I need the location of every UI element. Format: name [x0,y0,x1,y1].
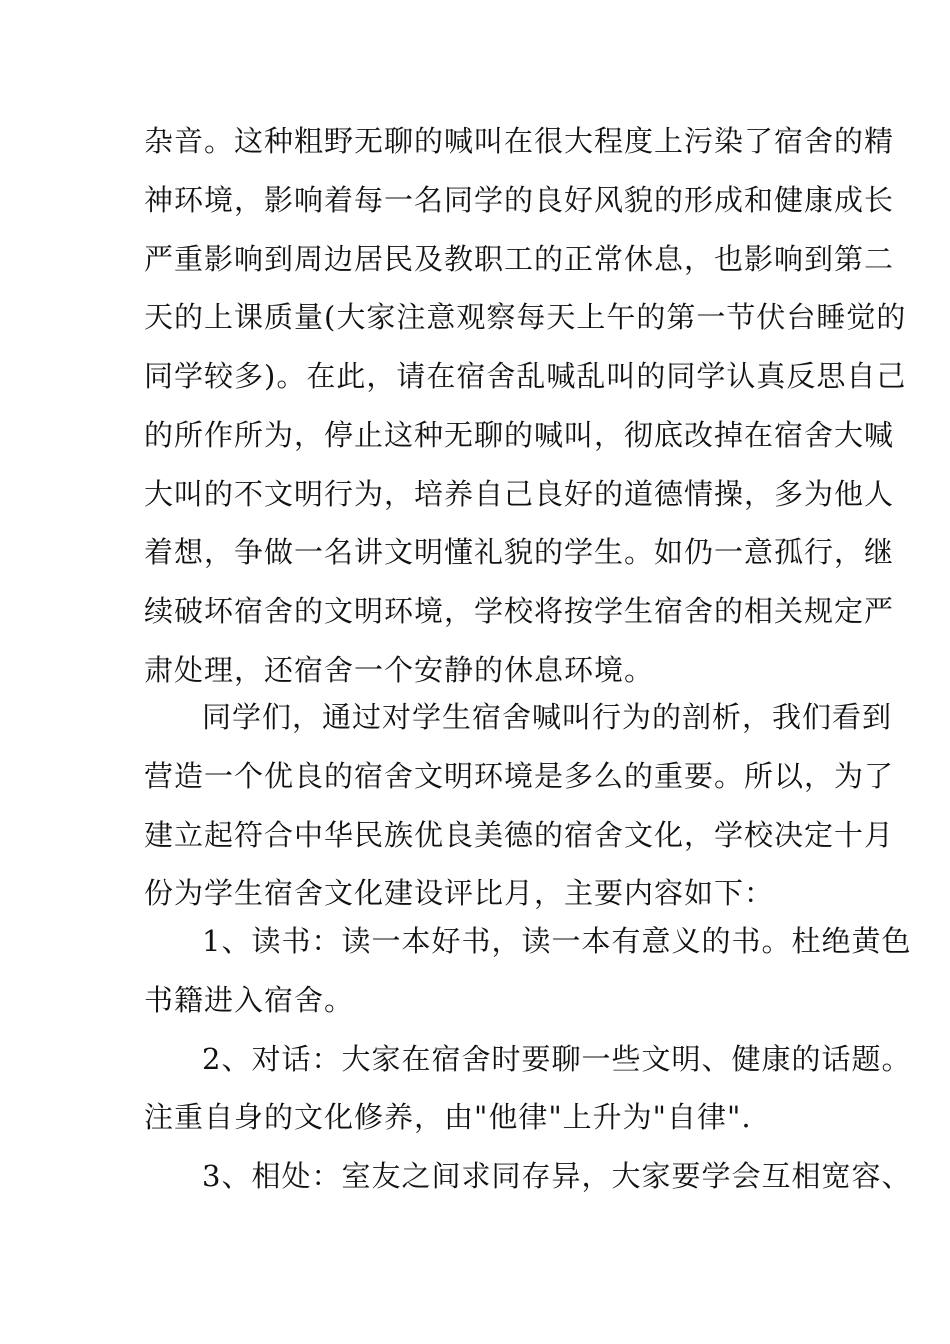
paragraph-line: 同学较多)。在此，请在宿舍乱喊乱叫的同学认真反思自己 [144,359,907,393]
paragraph-line: 同学们，通过对学生宿舍喊叫行为的剖析，我们看到 [202,700,893,734]
list-item-line: 1、读书：读一本好书，读一本有意义的书。杜绝黄色 [202,924,912,958]
paragraph-line: 续破坏宿舍的文明环境，学校将按学生宿舍的相关规定严 [144,594,895,628]
paragraph-line: 杂音。这种粗野无聊的喊叫在很大程度上污染了宿舍的精 [144,124,895,158]
paragraph-line: 份为学生宿舍文化建设评比月，主要内容如下： [144,876,775,910]
paragraph-line: 严重影响到周边居民及教职工的正常休息，也影响到第二 [144,242,895,276]
paragraph-line: 建立起符合中华民族优良美德的宿舍文化，学校决定十月 [144,818,895,852]
paragraph-line: 大叫的不文明行为，培养自己良好的道德情操，多为他人 [144,477,895,511]
list-item-line: 2、对话：大家在宿舍时要聊一些文明、健康的话题。 [202,1042,912,1076]
paragraph-line: 肃处理，还宿舍一个安静的休息环境。 [144,653,655,687]
paragraph-line: 着想，争做一名讲文明懂礼貌的学生。如仍一意孤行，继 [144,535,895,569]
list-item-line: 书籍进入宿舍。 [144,983,355,1017]
list-item-line: 注重自身的文化修养，由"他律"上升为"自律". [144,1100,752,1134]
paragraph-line: 神环境，影响着每一名同学的良好风貌的形成和健康成长 [144,183,895,217]
paragraph-line: 天的上课质量(大家注意观察每天上午的第一节伏台睡觉的 [144,300,907,334]
paragraph-line: 营造一个优良的宿舍文明环境是多么的重要。所以，为了 [144,759,895,793]
list-item-line: 3、相处：室友之间求同存异，大家要学会互相宽容、 [202,1159,912,1193]
paragraph-line: 的所作所为，停止这种无聊的喊叫，彻底改掉在宿舍大喊 [144,418,895,452]
